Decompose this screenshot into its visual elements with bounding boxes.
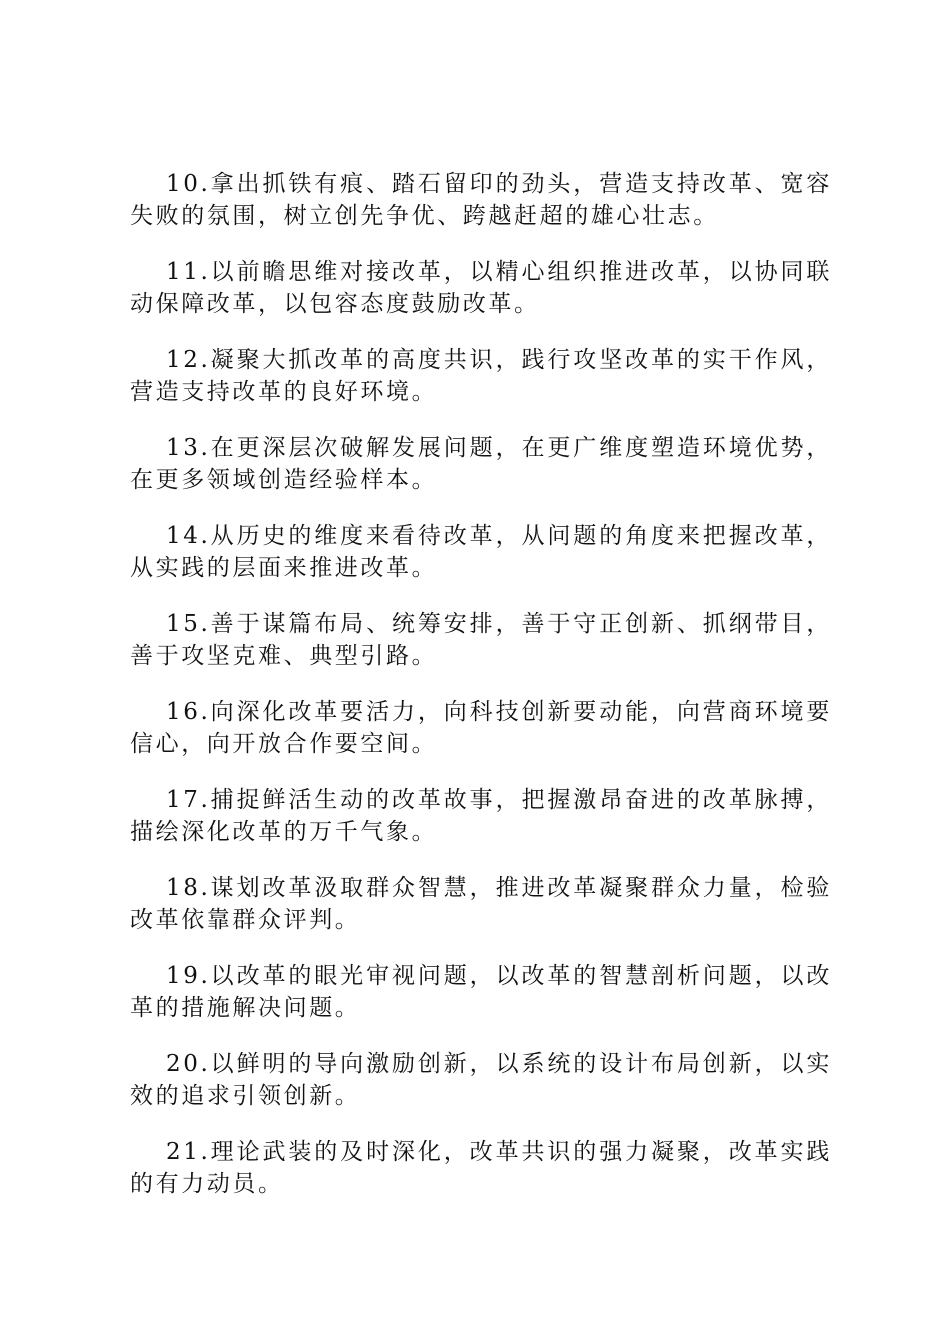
paragraph-12: 12.凝聚大抓改革的高度共识，践行攻坚改革的实干作风，营造支持改革的良好环境。 <box>130 347 832 405</box>
paragraph-17: 17.捕捉鲜活生动的改革故事，把握激昂奋进的改革脉搏，描绘深化改革的万千气象。 <box>130 787 832 845</box>
paragraph-13: 13.在更深层次破解发展问题，在更广维度塑造环境优势，在更多领域创造经验样本。 <box>130 435 832 493</box>
paragraph-14: 14.从历史的维度来看待改革，从问题的角度来把握改革，从实践的层面来推进改革。 <box>130 523 832 581</box>
paragraph-21: 21.理论武装的及时深化，改革共识的强力凝聚，改革实践的有力动员。 <box>130 1139 832 1197</box>
document-body <box>130 168 832 1224</box>
paragraph-11: 11.以前瞻思维对接改革，以精心组织推进改革，以协同联动保障改革，以包容态度鼓励改革。 <box>130 259 832 317</box>
paragraph-20: 20.以鲜明的导向激励创新，以系统的设计布局创新，以实效的追求引领创新。 <box>130 1051 832 1109</box>
paragraph-19: 19.以改革的眼光审视问题，以改革的智慧剖析问题，以改革的措施解决问题。 <box>130 963 832 1021</box>
paragraph-18: 18.谋划改革汲取群众智慧，推进改革凝聚群众力量，检验改革依靠群众评判。 <box>130 875 832 933</box>
paragraph-15: 15.善于谋篇布局、统筹安排，善于守正创新、抓纲带目，善于攻坚克难、典型引路。 <box>130 611 832 669</box>
paragraph-10: 10.拿出抓铁有痕、踏石留印的劲头，营造支持改革、宽容失败的氛围，树立创先争优、跨越赶超的雄心壮志。 <box>130 171 832 229</box>
paragraph-16: 16.向深化改革要活力，向科技创新要动能，向营商环境要信心，向开放合作要空间。 <box>130 699 832 757</box>
